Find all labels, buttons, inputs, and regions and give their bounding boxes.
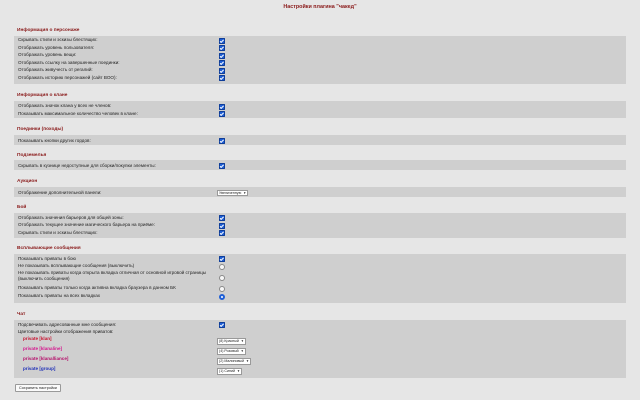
section-heading-popups: Всплывающие сообщения [17, 246, 81, 251]
select-value: (2) Малиновый [219, 359, 245, 363]
setting-checkbox[interactable] [219, 138, 225, 144]
setting-label: Отображать уровень вещи: [18, 52, 77, 57]
setting-label: Скрывать стили и эскизы блестящих: [18, 229, 98, 235]
setting-label: Отображать текущее значение магического барьера на приёме: [18, 222, 155, 227]
setting-label: Показывать приваты на всех вкладках [18, 293, 101, 298]
chevron-down-icon: ▼ [240, 349, 244, 353]
battle-block [14, 213, 626, 238]
raids-block [14, 135, 626, 145]
private-color-select[interactable] [217, 348, 246, 355]
private-color-select[interactable] [217, 358, 251, 365]
auction-panel-select[interactable] [217, 190, 248, 197]
select-value: (8) Красный [219, 339, 239, 343]
setting-label: Скрывать в кузнице недоступные для сборки/покупки элементы: [18, 162, 156, 168]
setting-checkbox[interactable] [219, 223, 225, 229]
section-heading-persona: Информация о персонаже [17, 28, 80, 33]
private-color-select[interactable] [217, 368, 242, 375]
popup-mode-radio[interactable] [219, 275, 225, 281]
chevron-down-icon: ▼ [240, 339, 244, 343]
setting-label: Не показывать всплывающие сообщения (выключить) [18, 263, 135, 268]
setting-checkbox[interactable] [219, 163, 225, 169]
clan-block [14, 101, 626, 118]
setting-checkbox[interactable] [219, 75, 225, 81]
setting-label: Отображать ссылку на завершенные поединки: [18, 59, 120, 65]
setting-checkbox[interactable] [219, 45, 225, 51]
private-klanalliance-label: private [klanalliance] [23, 356, 69, 361]
section-heading-raids: Поединки (походы) [17, 127, 64, 132]
setting-label: Цветовые настройки отображения приватов: [18, 329, 114, 334]
setting-checkbox[interactable] [219, 322, 225, 328]
setting-checkbox[interactable] [219, 111, 225, 117]
setting-checkbox[interactable] [219, 60, 225, 66]
setting-label: Показывать кнопки других гордов: [18, 137, 91, 143]
private-color-select[interactable] [217, 338, 246, 345]
setting-label: Скрывать стили и эскизы блестящих: [18, 37, 98, 42]
page-title: Настройки плагина "чакед" [283, 4, 357, 10]
setting-label: Показывать максимальное количество человек в клане: [18, 110, 138, 116]
setting-checkbox[interactable] [219, 38, 225, 44]
setting-checkbox[interactable] [219, 215, 225, 221]
private-klan-label: private [klan] [23, 336, 52, 341]
auction-block [14, 187, 626, 197]
setting-checkbox[interactable] [219, 230, 225, 236]
chevron-down-icon: ▼ [237, 369, 240, 373]
popup-mode-radio[interactable] [219, 286, 225, 292]
chat-block [14, 320, 626, 378]
select-value: (1) Синий [219, 369, 235, 373]
setting-label: Отображать историю персонажей (сайт ВОО): [18, 74, 117, 80]
setting-label: Отображать уровень пользователя: [18, 44, 95, 50]
popup-mode-radio[interactable] [219, 264, 225, 270]
private-group-label: private [group] [23, 366, 56, 371]
dungeon-block [14, 160, 626, 170]
setting-label: Показывать приваты только когда активна вкладка браузера в данном БК [18, 285, 176, 290]
select-value: (4) Розовый [219, 349, 239, 353]
setting-checkbox[interactable] [219, 104, 225, 110]
setting-checkbox[interactable] [219, 256, 225, 262]
chevron-down-icon: ▼ [246, 359, 249, 363]
private-klanaline-label: private [klanaline] [23, 346, 63, 351]
section-heading-dungeon: Подземелья [17, 153, 47, 158]
setting-label: Отображать значения барьеров для общей зоны: [18, 214, 124, 220]
chevron-down-icon: ▼ [243, 190, 247, 195]
setting-label: Показывать приваты в бою [18, 255, 76, 261]
setting-label: Отображать живучесть от регалий: [18, 67, 93, 72]
popup-mode-radio-selected[interactable] [219, 294, 225, 300]
setting-label: Не показывать приваты когда открыта вкладка отличная от основной игровой страницы (выключить сообщения) [18, 269, 207, 281]
setting-checkbox[interactable] [219, 53, 225, 59]
select-value: Увеличенную [219, 190, 242, 195]
popups-block [14, 254, 626, 303]
persona-block [14, 36, 626, 84]
section-heading-battle: Бой [17, 205, 27, 210]
setting-label: Отображать значок клана у всех не членов: [18, 103, 112, 108]
setting-label: Подсвечивать адресованные мне сообщения: [18, 321, 117, 327]
section-heading-auction: Аукцион [17, 179, 38, 184]
section-heading-chat: Чат [17, 312, 26, 317]
save-settings-button[interactable]: Сохранить настройки [15, 384, 61, 392]
setting-label: Отображение дополнительной панели: [18, 189, 102, 195]
setting-checkbox[interactable] [219, 68, 225, 74]
section-heading-clan: Информация о клане [17, 93, 68, 98]
